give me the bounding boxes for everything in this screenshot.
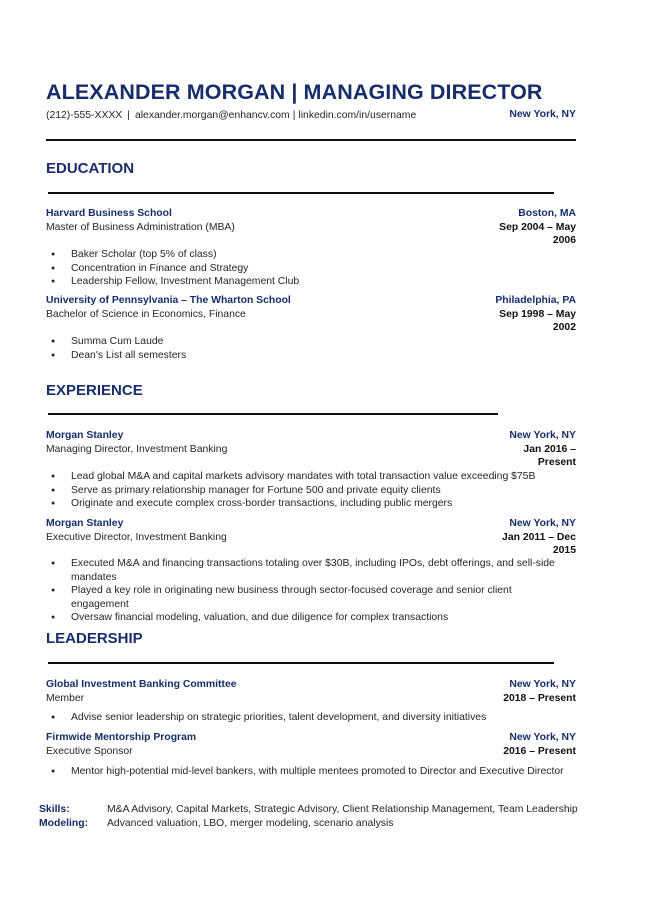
experience-heading: EXPERIENCE xyxy=(46,382,143,399)
entry-role: Member xyxy=(46,693,85,704)
education-entry xyxy=(46,294,576,333)
entry-bullets xyxy=(46,765,586,779)
skills-value: M&A Advisory, Capital Markets, Strategic Advisory, Client Relationship Management, Team Leadership xyxy=(107,804,578,815)
entry-date: Sep 1998 – May xyxy=(499,308,576,320)
education-divider xyxy=(48,192,554,194)
bullet-item: ● Baker Scholar (top 5% of class) xyxy=(46,248,556,262)
entry-org: Global Investment Banking Committee xyxy=(46,679,237,690)
entry-date-cont: 2015 xyxy=(552,545,576,556)
entry-org: Harvard Business School xyxy=(46,208,172,219)
entry-date-cont: 2002 xyxy=(552,322,576,333)
entry-location: New York, NY xyxy=(509,732,576,743)
entry-bullets xyxy=(46,248,556,289)
email-link[interactable]: alexander.morgan@enhancv.com xyxy=(134,110,290,121)
entry-date: 2018 – Present xyxy=(503,692,576,704)
bullet-item: ● Mentor high-potential mid-level bankers, with multiple mentees promoted to Director and Executive Director xyxy=(46,765,586,779)
leadership-entry xyxy=(46,678,576,706)
entry-location: New York, NY xyxy=(509,430,576,441)
entry-bullets xyxy=(46,335,556,362)
entry-meta xyxy=(446,517,576,558)
entry-location: New York, NY xyxy=(509,518,576,529)
entry-role: Bachelor of Science in Economics, Finance xyxy=(46,309,246,320)
education-entry xyxy=(46,207,576,246)
bullet-item: ● Originate and execute complex cross-border transactions, including public mergers xyxy=(46,497,556,511)
entry-location: Boston, MA xyxy=(518,208,576,219)
entry-bullets xyxy=(46,711,556,725)
skills-label: Skills: xyxy=(39,804,70,815)
entry-role: Executive Sponsor xyxy=(46,746,133,757)
experience-entry xyxy=(46,517,576,556)
leadership-entry xyxy=(46,731,576,759)
bullet-item: ● Lead global M&A and capital markets advisory mandates with total transaction value exceeding $75B xyxy=(46,470,556,484)
leadership-heading: LEADERSHIP xyxy=(46,630,143,647)
bullet-item: ● Summa Cum Laude xyxy=(46,335,556,349)
entry-role: Executive Director, Investment Banking xyxy=(46,532,227,543)
education-heading: EDUCATION xyxy=(46,160,135,177)
experience-entry xyxy=(46,429,576,468)
entry-location: Philadelphia, PA xyxy=(495,295,576,306)
modeling-value: Advanced valuation, LBO, merger modeling, scenario analysis xyxy=(107,818,394,829)
bullet-item: ● Oversaw financial modeling, valuation, and due diligence for complex transactions xyxy=(46,611,556,625)
entry-meta xyxy=(446,678,576,705)
entry-date: 2016 – Present xyxy=(503,745,576,757)
bullet-item: ● Advise senior leadership on strategic priorities, talent development, and diversity initiatives xyxy=(46,711,556,725)
entry-date: Jan 2011 – Dec xyxy=(502,531,576,543)
bullet-item: ● Played a key role in originating new business through sector-focused coverage and senior client engagement xyxy=(46,584,556,611)
linkedin-link[interactable]: linkedin.com/in/username xyxy=(298,110,417,121)
header-divider xyxy=(46,139,576,141)
bullet-item: ● Executed M&A and financing transactions totaling over $30B, including IPOs, debt offerings, and sell-side mandates xyxy=(46,557,556,584)
bullet-item: ● Leadership Fellow, Investment Management Club xyxy=(46,275,556,289)
entry-meta xyxy=(446,207,576,248)
entry-date: Sep 2004 – May xyxy=(499,221,576,233)
entry-role: Managing Director, Investment Banking xyxy=(46,444,228,455)
bullet-item: ● Serve as primary relationship manager for Fortune 500 and private equity clients xyxy=(46,484,556,498)
entry-role: Master of Business Administration (MBA) xyxy=(46,222,235,233)
entry-date-cont: 2006 xyxy=(552,235,576,246)
entry-meta xyxy=(446,731,576,758)
experience-divider xyxy=(48,413,498,415)
entry-meta xyxy=(446,429,576,470)
resume-name-title: ALEXANDER MORGAN | MANAGING DIRECTOR xyxy=(46,80,543,104)
phone: (212)-555-XXXX xyxy=(46,110,123,121)
entry-date-cont: Present xyxy=(537,457,576,468)
entry-org: Firmwide Mentorship Program xyxy=(46,732,197,743)
entry-date: Jan 2016 – xyxy=(523,443,576,455)
entry-org: Morgan Stanley xyxy=(46,518,124,529)
bullet-item: ● Concentration in Finance and Strategy xyxy=(46,262,556,276)
header-location: New York, NY xyxy=(509,109,576,120)
entry-bullets xyxy=(46,557,556,625)
bullet-item: ● Dean's List all semesters xyxy=(46,349,556,363)
entry-bullets xyxy=(46,470,556,511)
leadership-divider xyxy=(48,662,554,664)
entry-meta xyxy=(446,294,576,335)
modeling-label: Modeling: xyxy=(39,818,89,829)
contact-line: (212)-555-XXXX | alexander.morgan@enhancv.com | linkedin.com/in/username xyxy=(46,110,417,121)
entry-org: University of Pennsylvania – The Wharton School xyxy=(46,295,291,306)
entry-location: New York, NY xyxy=(509,679,576,690)
entry-org: Morgan Stanley xyxy=(46,430,124,441)
